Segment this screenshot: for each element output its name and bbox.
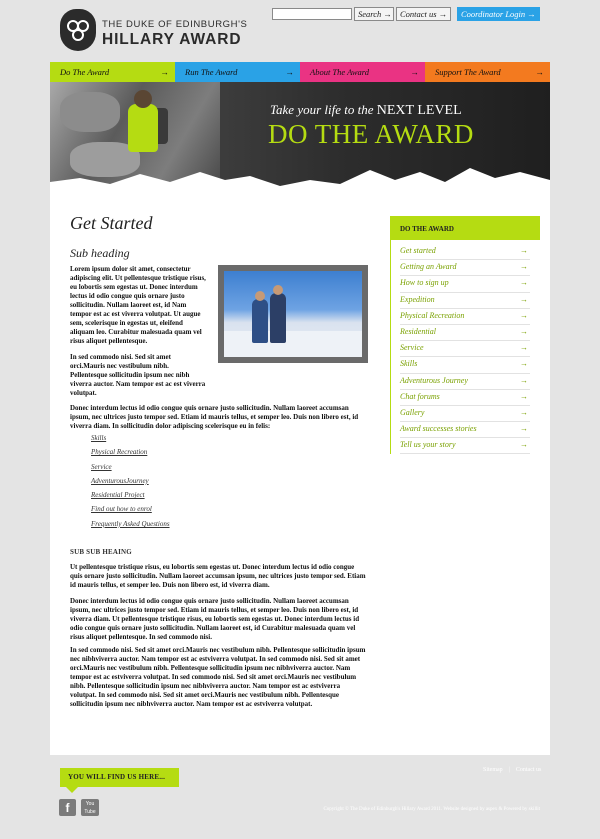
sidebar-item-label: Tell us your story bbox=[400, 440, 456, 450]
rock bbox=[60, 92, 120, 132]
sidebar-item-how-to-sign-up[interactable] bbox=[400, 276, 530, 292]
body-paragraph: Ut pellentesque tristique risus, eu lobortis sem egestas ut. Donec interdum lectus id odio congue quis ornare justo sollicitudin. Nullam laoreet accumsan ipsum, nec ultrices justo tempor sed. Etiam id mauris tellus, et semper leo. Duis non libero est, id viverra diam. bbox=[70, 563, 366, 589]
sidebar-item-label: Chat forums bbox=[400, 391, 440, 401]
arrow-right-icon: → bbox=[520, 407, 528, 417]
sidebar-nav bbox=[400, 244, 530, 454]
banner-title: DO THE AWARD bbox=[268, 119, 474, 149]
person bbox=[270, 293, 286, 343]
sub-heading: Sub heading bbox=[70, 246, 130, 260]
sidebar-item-service[interactable] bbox=[400, 341, 530, 357]
sidebar-heading: DO THE AWARD bbox=[390, 216, 540, 240]
search-button[interactable] bbox=[354, 7, 394, 21]
sidebar-item-getting-an-award[interactable] bbox=[400, 260, 530, 276]
content-link-skills[interactable]: Skills bbox=[91, 434, 107, 442]
arrow-right-icon: → bbox=[535, 67, 544, 77]
footer-links bbox=[480, 767, 544, 773]
footer-mountain-ridge bbox=[50, 728, 550, 758]
arrow-right-icon: → bbox=[410, 67, 419, 77]
search-button-label: Search bbox=[358, 9, 382, 19]
arrow-right-icon: → bbox=[520, 440, 528, 450]
arrow-right-icon: → bbox=[520, 391, 528, 401]
nav-item-label: Do The Award bbox=[60, 67, 110, 77]
logo-line2: HILLARY AWARD bbox=[102, 31, 242, 48]
sidebar-item-skills[interactable] bbox=[400, 357, 530, 373]
tagline-prefix: Take your life to the bbox=[270, 102, 374, 117]
sidebar-item-chat-forums[interactable] bbox=[400, 390, 530, 406]
find-us-pointer bbox=[66, 787, 78, 793]
body-paragraph: In sed commodo nisi. Sed sit amet orci.Mauris nec vestibulum nibh. Pellentesque sollicitudin ipsum nec nibh viverra auctor. Nam tempor est ac est viverra volutpat. bbox=[70, 353, 206, 397]
snow bbox=[224, 331, 362, 357]
hiker-jacket bbox=[128, 104, 158, 152]
facebook-letter: f bbox=[65, 801, 70, 815]
sidebar-item-label: Adventurous Journey bbox=[400, 375, 468, 385]
body-paragraph: In sed commodo nisi. Sed sit amet orci.Mauris nec vestibulum nibh. Pellentesque sollicitudin ipsum nec nibhviverra auctor. Nam tempor est ac estviverra volutpat. In sed commodo nisi. Sed sit amet orci.Mauris nec vestibulum nibh. Pellentesque sollicitudin ipsum nec nibhviverra auctor. Nam tempor est ac estviverra volutpat. In sed commodo nisi. Sed sit amet orci.Mauris nec vestibulum nibh. Pellentesque sollicitudin ipsum nec nibhviverra auctor. Nam tempor est ac estviverra volutpat. In sed commodo nisi. Sed sit amet orci.Mauris nec vestibulum nibh. Pellentesque sollicitudin ipsum nec nibhviverra auctor. Nam tempor est ac estviverra volutpat. bbox=[70, 646, 366, 708]
sidebar-item-adventurous-journey[interactable] bbox=[400, 374, 530, 390]
sidebar-item-expedition[interactable] bbox=[400, 293, 530, 309]
arrow-right-icon: → bbox=[520, 343, 528, 353]
arrow-right-icon: → bbox=[520, 262, 528, 272]
content-link-faq[interactable]: Frequently Asked Questions bbox=[91, 519, 170, 528]
sidebar-item-label: Skills bbox=[400, 359, 418, 369]
youtube-icon[interactable] bbox=[81, 799, 99, 816]
nav-item-do-the-award[interactable] bbox=[50, 62, 175, 82]
logo-line1: THE DUKE OF EDINBURGH'S bbox=[102, 19, 248, 30]
tagline-emphasis: NEXT LEVEL bbox=[376, 103, 462, 118]
content-link-enrol[interactable]: Find out how to enrol bbox=[91, 505, 152, 514]
arrow-right-icon: → bbox=[160, 67, 169, 77]
search-input[interactable] bbox=[272, 8, 352, 20]
nav-item-label: Run The Award bbox=[185, 67, 238, 77]
arrow-right-icon: → bbox=[381, 9, 392, 19]
sidebar-item-label: Expedition bbox=[400, 294, 435, 304]
sidebar-item-award-successes-stories[interactable] bbox=[400, 422, 530, 438]
content-link-physical-recreation[interactable]: Physical Recreation bbox=[91, 448, 148, 457]
hiker-head bbox=[134, 90, 152, 108]
content-link-service[interactable]: Service bbox=[91, 462, 112, 471]
find-us-heading: YOU WILL FIND US HERE... bbox=[60, 768, 179, 787]
facebook-icon[interactable] bbox=[59, 799, 76, 816]
sidebar-item-residential[interactable] bbox=[400, 325, 530, 341]
content-photo bbox=[218, 265, 368, 363]
banner-tagline bbox=[270, 102, 462, 119]
nav-item-label: About The Award bbox=[310, 67, 370, 77]
contact-button-label: Contact us bbox=[400, 9, 437, 19]
arrow-right-icon: → bbox=[520, 326, 528, 336]
page-title: Get Started bbox=[70, 213, 153, 233]
nav-item-run-the-award[interactable] bbox=[175, 62, 300, 82]
person-head bbox=[255, 291, 265, 301]
sidebar-item-label: How to sign up bbox=[400, 278, 449, 288]
body-paragraph: Donec interdum lectus id odio congue quis ornare justo sollicitudin. Nullam laoreet accumsan ipsum, nec ultrices justo tempor sed. Etiam id mauris tellus, et semper leo. Duis non libero est, id viverra diam. In sollicitudin dolor adipiscing scelerisque eu in felis: bbox=[70, 404, 359, 430]
sidebar-item-label: Service bbox=[400, 343, 424, 353]
youtube-label: You Tube bbox=[84, 801, 96, 815]
sidebar-item-tell-us-your-story[interactable] bbox=[400, 438, 530, 454]
copyright-text: Copyright © The Duke of Edinburgh's Hillary Award 2011. Website designed by aspex & Powered by skillit bbox=[323, 807, 540, 812]
person bbox=[252, 299, 268, 343]
arrow-right-icon: → bbox=[520, 359, 528, 369]
nav-item-about-the-award[interactable] bbox=[300, 62, 425, 82]
arrow-right-icon: → bbox=[520, 375, 528, 385]
sidebar-item-label: Get started bbox=[400, 246, 436, 255]
nav-item-label: Support The Award bbox=[435, 67, 501, 77]
coordinator-login-button[interactable] bbox=[457, 7, 540, 21]
arrow-right-icon: → bbox=[520, 278, 528, 288]
arrow-right-icon: → bbox=[520, 310, 528, 320]
sidebar-item-label: Award successes stories bbox=[400, 424, 477, 434]
coordinator-login-label: Coordinator Login bbox=[461, 9, 526, 19]
content-link-residential-project[interactable]: Residential Project bbox=[91, 491, 145, 500]
sidebar-item-label: Gallery bbox=[400, 407, 425, 417]
arrow-right-icon: → bbox=[520, 294, 528, 304]
content-link-adventurous-journey[interactable]: AdventurousJourney bbox=[91, 476, 149, 485]
mountain-couple-photo bbox=[224, 271, 362, 357]
sidebar-item-label: Residential bbox=[400, 326, 436, 336]
sidebar-item-gallery[interactable] bbox=[400, 406, 530, 422]
main-nav bbox=[50, 62, 550, 82]
sidebar-item-physical-recreation[interactable] bbox=[400, 309, 530, 325]
mountain-ridge-divider bbox=[50, 160, 550, 200]
sidebar-item-get-started[interactable] bbox=[400, 244, 530, 260]
nav-item-support-the-award[interactable] bbox=[425, 62, 550, 82]
arrow-right-icon: → bbox=[520, 424, 528, 434]
contact-us-button[interactable] bbox=[396, 7, 451, 21]
person-head bbox=[273, 285, 283, 295]
body-paragraph: Donec interdum lectus id odio congue quis ornare justo sollicitudin. Nullam laoreet accumsan ipsum, nec ultrices justo tempor sed. Etiam id mauris tellus, et semper leo. Duis non libero est, id viverra diam. Ut pellentesque tristique risus, eu lobortis sem egestas ut. Donec interdum lectus id odio congue quis ornare justo sollicitudin. Nullam laoreet est, id Curabitur malesuada quam vel risus aliquet pellentesque. In sed commodo nisi. bbox=[70, 597, 360, 641]
award-logo-icon bbox=[60, 9, 96, 51]
sidebar-item-label: Getting an Award bbox=[400, 262, 457, 272]
sidebar-item-label: Physical Recreation bbox=[400, 310, 465, 320]
footer-link-contact[interactable]: Contact us bbox=[515, 767, 542, 773]
content-link-list bbox=[91, 434, 170, 534]
site-logo[interactable] bbox=[60, 9, 260, 53]
arrow-right-icon: → bbox=[436, 9, 448, 19]
footer-separator: | bbox=[508, 767, 510, 773]
arrow-right-icon: → bbox=[285, 67, 294, 77]
sub-sub-heading: SUB SUB HEAING bbox=[70, 548, 132, 556]
body-paragraph: Lorem ipsum dolor sit amet, consectetur adipiscing elit. Ut pellentesque tristique risus, eu lobortis sem egestas ut. Donec interdum lectus id odio congue quis ornare justo sollicitudin. Nullam laoreet est, id Nam tempor est ac est viverra volutpat. Ut augue sem, scelerisque in egestas ut, eleifend aliquam leo. Curabitur malesuada quam vel risus aliquet pellentesque. bbox=[70, 265, 206, 345]
arrow-right-icon: → bbox=[520, 246, 528, 255]
footer-link-sitemap[interactable]: Sitemap bbox=[483, 767, 503, 773]
arrow-right-icon: → bbox=[525, 9, 536, 19]
